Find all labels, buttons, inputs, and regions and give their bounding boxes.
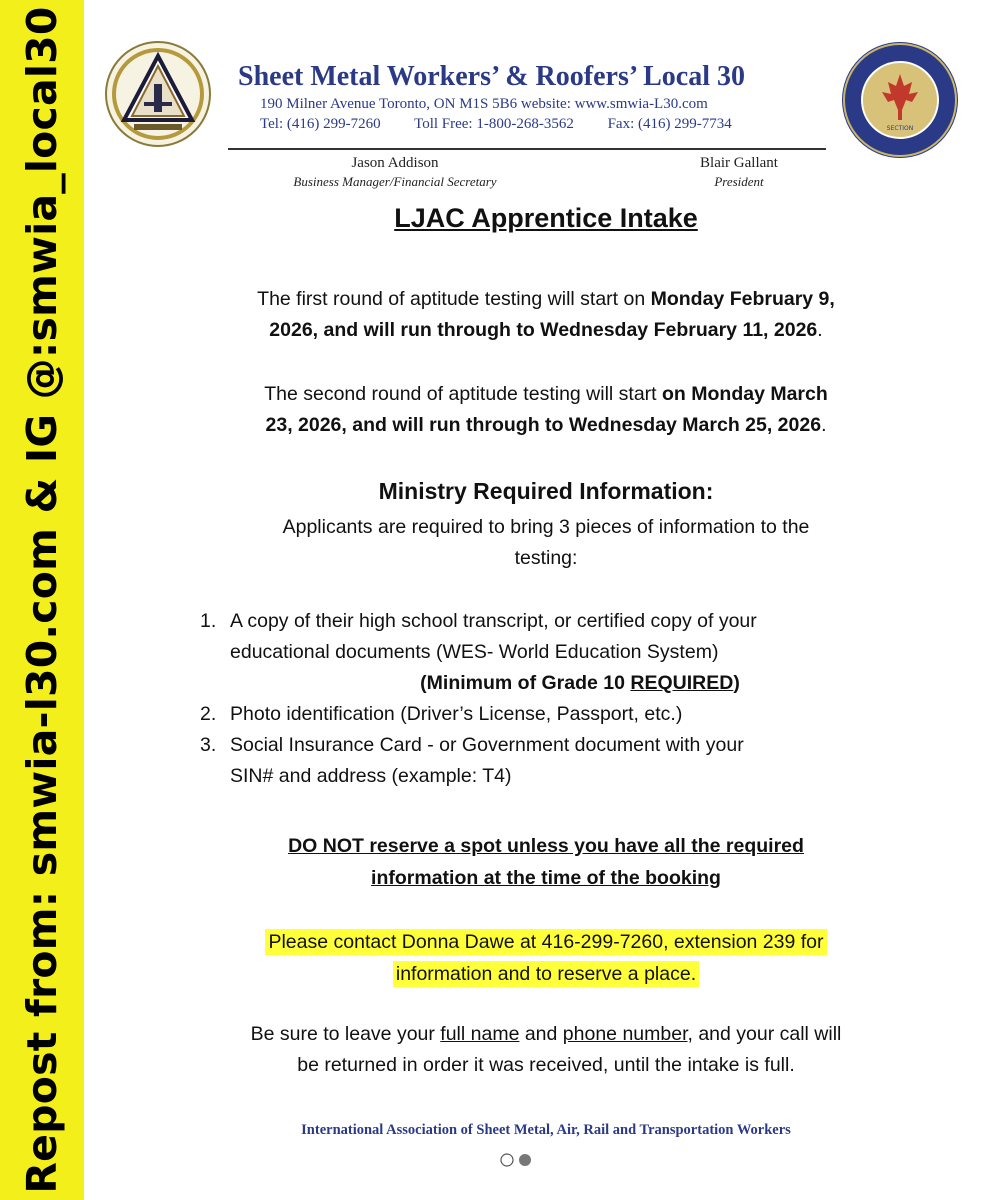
contact-line: Please contact Donna Dawe at 416-299-7260, extension 239 for — [265, 929, 826, 955]
note-text: ) — [733, 672, 740, 694]
warning-text: reserve a spot unless you have all the required — [363, 835, 804, 857]
phone-number-emphasis: phone number — [562, 1023, 688, 1045]
officer-business-manager — [270, 153, 520, 191]
list-item — [200, 606, 900, 699]
repost-banner-text: Repost from: smwia-l30.com & IG @:smwia_local30 — [18, 6, 66, 1194]
officer-title: President — [714, 174, 764, 189]
period: . — [817, 319, 823, 341]
officer-name: Jason Addison — [351, 155, 439, 171]
list-number: 2. — [200, 703, 217, 725]
period: . — [821, 414, 827, 436]
org-address: 190 Milner Avenue Toronto, ON M1S 5B6 website: www.smwia-L30.com — [260, 96, 708, 112]
international-association-seal-icon — [840, 40, 960, 160]
toll-free: Toll Free: 1-800-268-3562 — [414, 116, 574, 132]
officer-title: Business Manager/Financial Secretary — [293, 174, 497, 189]
tel: Tel: (416) 299-7260 — [260, 116, 381, 132]
note-required: REQUIRED — [630, 672, 734, 694]
requirements-list — [200, 606, 900, 792]
round-one-dates: 2026, and will run through to Wednesday February 11, 2026 — [269, 319, 818, 341]
footer-association: International Association of Sheet Metal, Air, Rail and Transportation Workers — [301, 1122, 791, 1138]
list-item — [200, 730, 900, 792]
ministry-heading: Ministry Required Information: — [378, 478, 714, 504]
closing-paragraph — [84, 1019, 1008, 1081]
local30-emblem-icon — [104, 40, 212, 148]
page-title: LJAC Apprentice Intake — [394, 203, 698, 233]
list-text: educational documents (WES- World Education System) — [230, 641, 719, 663]
list-number: 3. — [200, 734, 217, 756]
letterhead-divider — [228, 148, 826, 150]
org-phone-line — [260, 114, 828, 134]
grade-requirement-note — [260, 668, 900, 699]
round-two-dates: 23, 2026, and will run through to Wednesday March 25, 2026 — [265, 414, 822, 436]
union-bug-icon — [496, 1150, 536, 1172]
list-text: Photo identification (Driver’s License, Passport, etc.) — [230, 703, 683, 725]
round-one-start: Monday February 9, — [650, 288, 835, 310]
round-two-start: on Monday March — [662, 383, 828, 405]
list-item — [200, 699, 900, 730]
ministry-intro — [84, 512, 1008, 574]
booking-warning — [84, 830, 1008, 894]
round-one-text: The first round of aptitude testing will start on — [257, 288, 651, 310]
intake-notice-page — [84, 0, 1008, 1200]
repost-banner — [0, 0, 84, 1200]
warning-text: information at the time of the booking — [371, 867, 721, 889]
round-two-text: The second round of aptitude testing will start — [264, 383, 663, 405]
round-two-paragraph — [84, 379, 1008, 441]
closing-text: Be sure to leave your — [250, 1023, 441, 1045]
list-number: 1. — [200, 610, 217, 632]
warning-do-not: DO NOT — [288, 835, 364, 857]
full-name-emphasis: full name — [440, 1023, 520, 1045]
list-text: A copy of their high school transcript, or certified copy of your — [230, 610, 757, 632]
note-text: (Minimum of Grade 10 — [420, 672, 631, 694]
contact-line: information and to reserve a place. — [393, 961, 699, 987]
closing-text: be returned in order it was received, until the intake is full. — [297, 1054, 795, 1076]
ministry-intro-line: Applicants are required to bring 3 pieces of information to the — [282, 516, 810, 538]
svg-text:SECTION: SECTION — [886, 125, 914, 132]
closing-text: , and your call will — [687, 1023, 842, 1045]
closing-text: and — [519, 1023, 563, 1045]
list-text: SIN# and address (example: T4) — [230, 765, 512, 787]
contact-instructions — [84, 926, 1008, 990]
list-text: Social Insurance Card - or Government document with your — [230, 734, 744, 756]
round-one-paragraph — [84, 284, 1008, 346]
ministry-intro-line: testing: — [514, 547, 578, 569]
fax: Fax: (416) 299-7734 — [607, 116, 732, 132]
letterhead — [228, 60, 828, 134]
officer-president — [674, 153, 804, 191]
org-name: Sheet Metal Workers’ & Roofers’ Local 30 — [238, 61, 745, 92]
officer-name: Blair Gallant — [700, 155, 778, 171]
